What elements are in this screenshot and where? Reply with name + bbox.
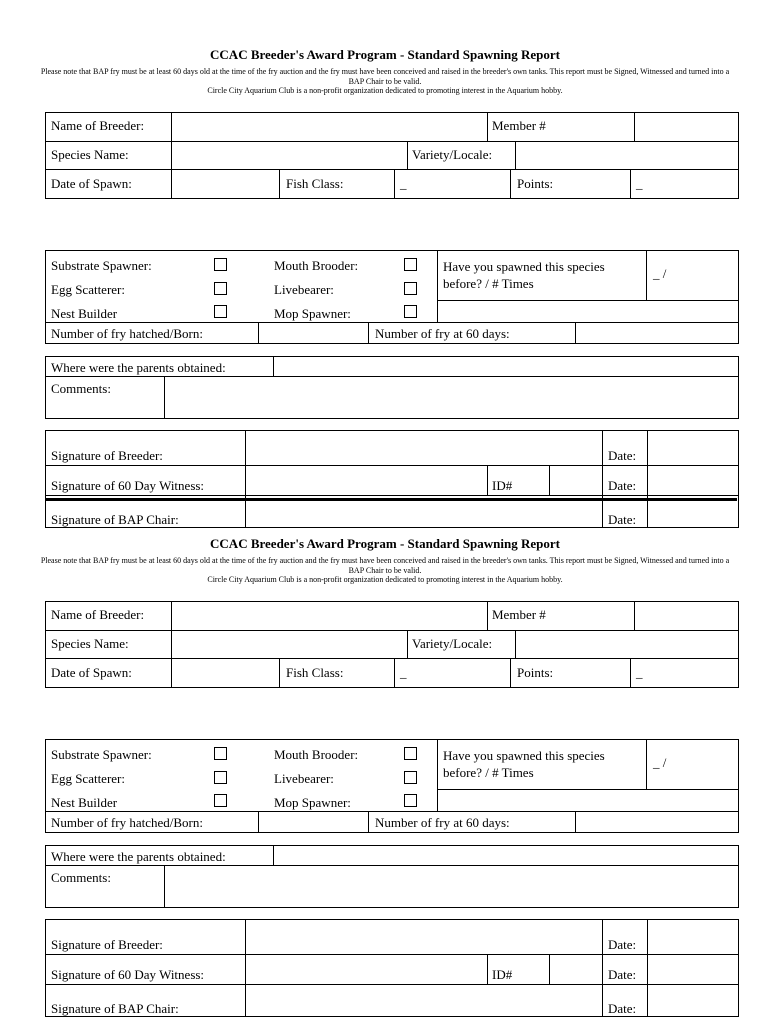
points-field[interactable]: _ <box>636 665 643 680</box>
comments-field[interactable] <box>165 866 738 907</box>
livebearer-checkbox[interactable] <box>404 771 417 784</box>
species-name-label: Species Name: <box>51 636 129 651</box>
spawned-before-field[interactable]: _ / <box>653 266 667 281</box>
form-title: CCAC Breeder's Award Program - Standard Spawning Report <box>210 47 560 62</box>
nest-builder-checkbox[interactable] <box>214 305 227 318</box>
form-note: Please note that BAP fry must be at least 60 days old at the time of the fry auction and the fry must have been conceived and raised in the breeder's own tanks. This report must be Signed, Witnessed and turned into a BAP Chair to be valid. <box>40 67 730 86</box>
signature-breeder-field[interactable] <box>246 920 601 953</box>
member-number-field[interactable] <box>635 113 738 140</box>
mouth-brooder-checkbox[interactable] <box>404 258 417 271</box>
egg-scatterer-label: Egg Scatterer: <box>51 771 125 786</box>
variety-locale-label: Variety/Locale: <box>412 147 493 162</box>
id-number-field[interactable] <box>550 466 601 494</box>
comments-label: Comments: <box>51 381 111 396</box>
date-witness-label: Date: <box>608 478 637 493</box>
egg-scatterer-checkbox[interactable] <box>214 771 227 784</box>
egg-scatterer-label: Egg Scatterer: <box>51 282 125 297</box>
substrate-spawner-label: Substrate Spawner: <box>51 747 152 762</box>
livebearer-label: Livebearer: <box>274 282 334 297</box>
date-breeder-label: Date: <box>608 448 637 463</box>
date-of-spawn-field[interactable] <box>172 659 278 687</box>
livebearer-label: Livebearer: <box>274 771 334 786</box>
signature-witness-field[interactable] <box>246 466 486 494</box>
name-of-breeder-label: Name of Breeder: <box>51 607 145 622</box>
points-label: Points: <box>517 176 554 191</box>
signature-witness-field[interactable] <box>246 955 486 983</box>
comments-field[interactable] <box>165 377 738 418</box>
spawned-before-question-line2: before? / # Times <box>443 276 534 291</box>
form-note: Please note that BAP fry must be at least 60 days old at the time of the fry auction and the fry must have been conceived and raised in the breeder's own tanks. This report must be Signed, Witnessed and turned into a BAP Chair to be valid. <box>40 556 730 575</box>
fry-hatched-label: Number of fry hatched/Born: <box>51 326 203 341</box>
fry-60-days-label: Number of fry at 60 days: <box>375 326 510 341</box>
signature-witness-label: Signature of 60 Day Witness: <box>51 967 205 982</box>
mouth-brooder-checkbox[interactable] <box>404 747 417 760</box>
parents-obtained-label: Where were the parents obtained: <box>51 360 226 375</box>
egg-scatterer-checkbox[interactable] <box>214 282 227 295</box>
species-name-field[interactable] <box>172 142 406 168</box>
date-of-spawn-label: Date of Spawn: <box>51 176 132 191</box>
points-field[interactable]: _ <box>636 176 643 191</box>
signature-breeder-field[interactable] <box>246 431 601 464</box>
fry-60-days-field[interactable] <box>576 323 738 343</box>
substrate-spawner-checkbox[interactable] <box>214 747 227 760</box>
date-bap-chair-field[interactable] <box>648 985 738 1016</box>
id-number-field[interactable] <box>550 955 601 983</box>
date-witness-field[interactable] <box>648 955 738 983</box>
substrate-spawner-label: Substrate Spawner: <box>51 258 152 273</box>
spawned-before-question-line1: Have you spawned this species <box>443 259 605 274</box>
nest-builder-checkbox[interactable] <box>214 794 227 807</box>
signature-breeder-label: Signature of Breeder: <box>51 937 163 952</box>
mop-spawner-checkbox[interactable] <box>404 305 417 318</box>
nest-builder-label: Nest Builder <box>51 306 118 321</box>
mouth-brooder-label: Mouth Brooder: <box>274 747 359 762</box>
nest-builder-label: Nest Builder <box>51 795 118 810</box>
date-of-spawn-label: Date of Spawn: <box>51 665 132 680</box>
substrate-spawner-checkbox[interactable] <box>214 258 227 271</box>
spawned-before-question-line2: before? / # Times <box>443 765 534 780</box>
date-breeder-field[interactable] <box>648 431 738 464</box>
fry-hatched-field[interactable] <box>259 812 367 832</box>
fish-class-field[interactable]: _ <box>400 665 407 680</box>
fish-class-field[interactable]: _ <box>400 176 407 191</box>
member-number-field[interactable] <box>635 602 738 629</box>
member-number-label: Member # <box>492 607 546 622</box>
date-bap-chair-label: Date: <box>608 1001 637 1016</box>
signature-bap-chair-label: Signature of BAP Chair: <box>51 1001 179 1016</box>
date-witness-label: Date: <box>608 967 637 982</box>
signature-witness-label: Signature of 60 Day Witness: <box>51 478 205 493</box>
name-of-breeder-label: Name of Breeder: <box>51 118 145 133</box>
form-mission-note: Circle City Aquarium Club is a non-profit organization dedicated to promoting interest in the Aquarium hobby. <box>207 86 563 95</box>
fry-hatched-field[interactable] <box>259 323 367 343</box>
date-witness-field[interactable] <box>648 466 738 494</box>
livebearer-checkbox[interactable] <box>404 282 417 295</box>
parents-obtained-label: Where were the parents obtained: <box>51 849 226 864</box>
species-name-label: Species Name: <box>51 147 129 162</box>
spawned-before-question-line1: Have you spawned this species <box>443 748 605 763</box>
name-of-breeder-field[interactable] <box>172 113 486 140</box>
points-label: Points: <box>517 665 554 680</box>
id-number-label: ID# <box>492 967 513 982</box>
form-separator-line <box>45 498 737 501</box>
signature-breeder-label: Signature of Breeder: <box>51 448 163 463</box>
date-bap-chair-label: Date: <box>608 512 637 527</box>
comments-label: Comments: <box>51 870 111 885</box>
form-title: CCAC Breeder's Award Program - Standard Spawning Report <box>210 536 560 551</box>
parents-obtained-field[interactable] <box>274 357 738 375</box>
variety-locale-label: Variety/Locale: <box>412 636 493 651</box>
mop-spawner-label: Mop Spawner: <box>274 306 351 321</box>
variety-locale-field[interactable] <box>516 631 738 657</box>
mouth-brooder-label: Mouth Brooder: <box>274 258 359 273</box>
fish-class-label: Fish Class: <box>286 176 344 191</box>
fry-hatched-label: Number of fry hatched/Born: <box>51 815 203 830</box>
fry-60-days-field[interactable] <box>576 812 738 832</box>
id-number-label: ID# <box>492 478 513 493</box>
date-of-spawn-field[interactable] <box>172 170 278 198</box>
parents-obtained-field[interactable] <box>274 846 738 864</box>
signature-bap-chair-field[interactable] <box>246 985 601 1016</box>
fry-60-days-label: Number of fry at 60 days: <box>375 815 510 830</box>
fish-class-label: Fish Class: <box>286 665 344 680</box>
mop-spawner-checkbox[interactable] <box>404 794 417 807</box>
variety-locale-field[interactable] <box>516 142 738 168</box>
date-breeder-label: Date: <box>608 937 637 952</box>
species-name-field[interactable] <box>172 631 406 657</box>
spawned-before-field[interactable]: _ / <box>653 755 667 770</box>
signature-bap-chair-label: Signature of BAP Chair: <box>51 512 179 527</box>
mop-spawner-label: Mop Spawner: <box>274 795 351 810</box>
date-breeder-field[interactable] <box>648 920 738 953</box>
form-mission-note: Circle City Aquarium Club is a non-profit organization dedicated to promoting interest in the Aquarium hobby. <box>207 575 563 584</box>
name-of-breeder-field[interactable] <box>172 602 486 629</box>
member-number-label: Member # <box>492 118 546 133</box>
